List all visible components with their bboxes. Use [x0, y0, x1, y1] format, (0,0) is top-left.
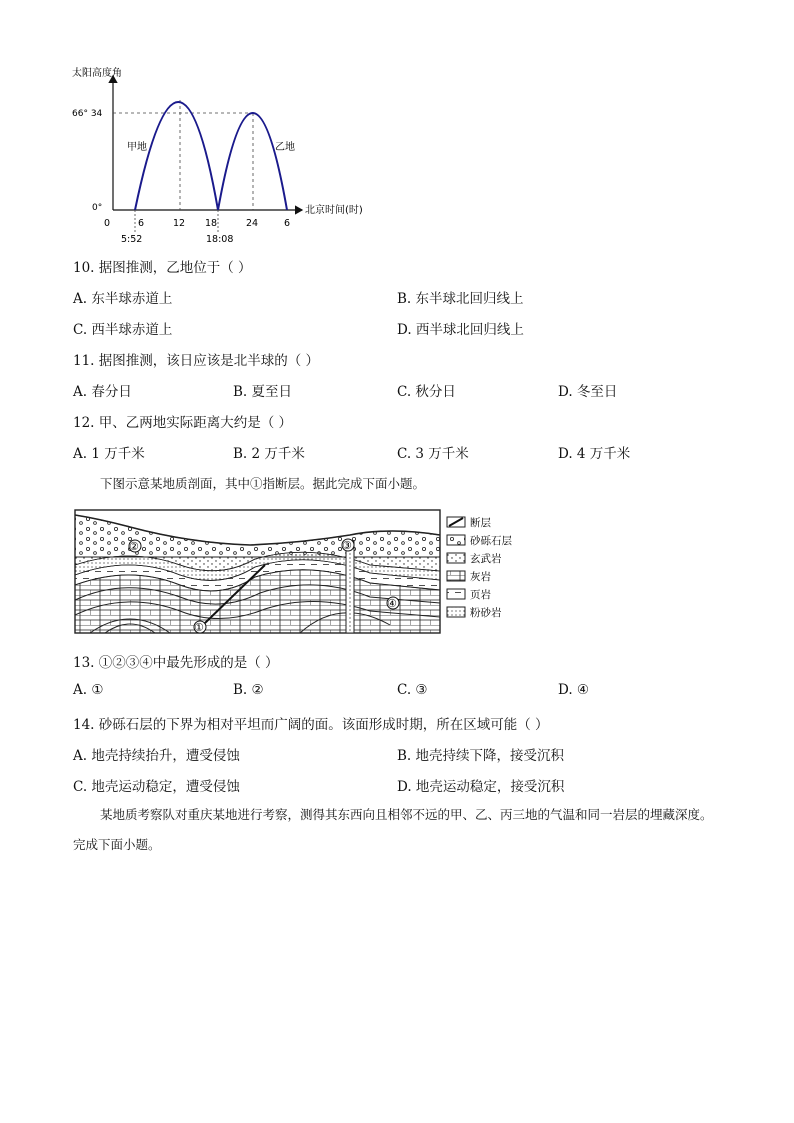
x-axis-title: 北京时间(时) [305, 205, 363, 216]
marker-1: ① [194, 621, 204, 634]
q14-option-b[interactable]: B. 地壳持续下降，接受沉积 [397, 748, 565, 764]
sun-altitude-chart [60, 60, 390, 250]
legend-siltstone: 粉砂岩 [470, 607, 502, 619]
legend-limestone: 灰岩 [470, 571, 491, 583]
q14-option-d[interactable]: D. 地壳运动稳定，接受沉积 [397, 779, 565, 795]
q14-option-a[interactable]: A. 地壳持续抬升，遭受侵蚀 [73, 748, 240, 764]
q14-option-c[interactable]: C. 地壳运动稳定，遭受侵蚀 [73, 779, 240, 795]
legend-shale: 页岩 [470, 589, 491, 601]
geology-profile [70, 505, 520, 640]
q12-option-b[interactable]: B. 2 万千米 [233, 446, 305, 462]
marker-4: ④ [387, 597, 397, 610]
q10-option-b[interactable]: B. 东半球北回归线上 [397, 291, 524, 307]
q13-stem: 13. ①②③④中最先形成的是（ ） [73, 655, 279, 671]
legend-gravel: 砂砾石层 [470, 535, 512, 547]
sub-tick-1808: 18:08 [206, 234, 234, 245]
marker-2: ② [129, 540, 139, 553]
x-tick: 6 [138, 218, 145, 229]
q11-option-a[interactable]: A. 春分日 [73, 384, 132, 400]
q12-option-c[interactable]: C. 3 万千米 [397, 446, 469, 462]
q13-option-c[interactable]: C. ③ [397, 682, 428, 698]
y-tick-0: 0° [92, 203, 103, 213]
x-tick: 6 [284, 218, 291, 229]
geology-intro: 下图示意某地质剖面，其中①指断层。据此完成下面小题。 [100, 476, 426, 491]
x-tick: 0 [104, 218, 111, 229]
q14-stem: 14. 砂砾石层的下界为相对平坦而广阔的面。该面形成时期，所在区域可能（ ） [73, 717, 549, 733]
legend [447, 516, 512, 619]
q11-stem: 11. 据图推测，该日应该是北半球的（ ） [73, 353, 320, 369]
q10-stem: 10. 据图推测，乙地位于（ ） [73, 260, 252, 276]
q10-option-a[interactable]: A. 东半球赤道上 [73, 291, 173, 307]
sub-tick-552: 5:52 [121, 234, 143, 245]
q12-stem: 12. 甲、乙两地实际距离大约是（ ） [73, 415, 293, 431]
q13-option-b[interactable]: B. ② [233, 682, 264, 698]
q12-option-d[interactable]: D. 4 万千米 [558, 446, 631, 462]
x-tick: 12 [173, 218, 186, 229]
q11-option-d[interactable]: D. 冬至日 [558, 384, 618, 400]
legend-basalt: 玄武岩 [470, 553, 502, 565]
q13-option-d[interactable]: D. ④ [558, 682, 590, 698]
y-tick-6634: 66° 34 [72, 109, 103, 119]
q11-option-b[interactable]: B. 夏至日 [233, 384, 293, 400]
x-tick: 24 [246, 218, 259, 229]
legend-fault: 断层 [470, 517, 491, 529]
y-axis-title: 太阳高度角 [72, 68, 122, 79]
q12-option-a[interactable]: A. 1 万千米 [73, 446, 145, 462]
q10-option-c[interactable]: C. 西半球赤道上 [73, 322, 173, 338]
curve-yi [218, 113, 287, 210]
next-intro: 某地质考察队对重庆某地进行考察，测得其东西向且相邻不远的甲、乙、丙三地的气温和同一岩层的埋藏深度。完成下面小题。 [73, 807, 713, 852]
curve-jia [135, 102, 218, 210]
marker-3: ③ [342, 539, 352, 552]
q13-option-a[interactable]: A. ① [73, 682, 104, 698]
x-tick: 18 [205, 218, 218, 229]
label-jia: 甲地 [127, 142, 147, 153]
label-yi: 乙地 [275, 142, 295, 153]
q11-option-c[interactable]: C. 秋分日 [397, 384, 456, 400]
q10-option-d[interactable]: D. 西半球北回归线上 [397, 322, 524, 338]
